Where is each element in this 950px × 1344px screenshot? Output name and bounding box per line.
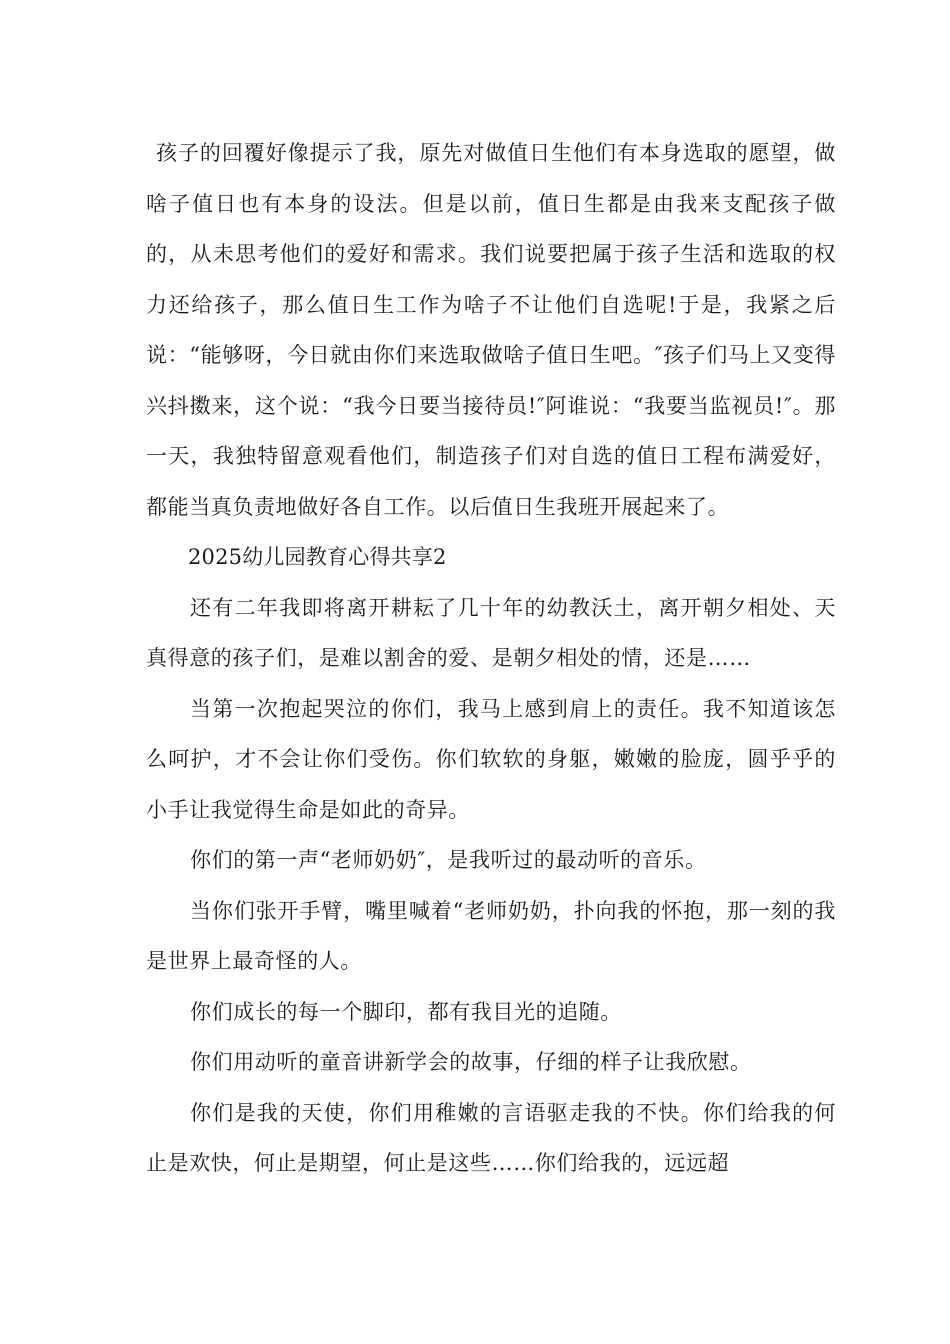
paragraph-farewell: 还有二年我即将离开耕耘了几十年的幼教沃土，离开朝夕相处、天真得意的孩子们，是难以割舍的爱、是朝夕相处的情，还是……	[146, 595, 836, 670]
paragraph-footprints: 你们成长的每一个脚印，都有我目光的追随。	[190, 999, 622, 1024]
paragraph-duty-choice: 孩子的回覆好像提示了我，原先对做值日生他们有本身选取的愿望，做啥子值日也有本身的设法。但是以前，值日生都是由我来支配孩子做的，从未思考他们的爱好和需求。我们说要把属于孩子生活和选取的权力还给孩子，那么值日生工作为啥子不让他们自选呢!于是，我紧之后说：“能够呀，今日就由你们来选取做啥子值日生吧。″孩子们马上又变得兴抖擞来，这个说：“我今日要当接待员!″阿谁说：“我要当监视员!″。那一天，我独特留意观看他们，制造孩子们对自选的值日工程布满爱好，都能当真负责地做好各自工作。以后值日生我班开展起来了。	[146, 141, 836, 519]
section-heading: 2025幼儿园教育心得共享2	[188, 545, 447, 569]
paragraph-open-arms: 当你们张开手臂，嘴里喊着“老师奶奶，扑向我的怀抱，那一刻的我是世界上最奇怪的人。	[146, 898, 836, 973]
paragraph-first-hug: 当第一次抱起哭泣的你们，我马上感到肩上的责任。我不知道该怎么呵护，才不会让你们受伤。你们软软的身躯，嫩嫩的脸庞，圆乎乎的小手让我觉得生命是如此的奇异。	[146, 696, 836, 822]
document-body	[146, 128, 836, 1189]
paragraph-first-call: 你们的第一声“老师奶奶″，是我听过的最动听的音乐。	[190, 848, 707, 872]
paragraph-stories: 你们用动听的童音讲新学会的故事，仔细的样子让我欣慰。	[190, 1050, 752, 1074]
paragraph-angels: 你们是我的天使，你们用稚嫩的言语驱走我的不快。你们给我的何止是欢快，何止是期望，何止是这些……你们给我的，远远超	[146, 1100, 836, 1175]
